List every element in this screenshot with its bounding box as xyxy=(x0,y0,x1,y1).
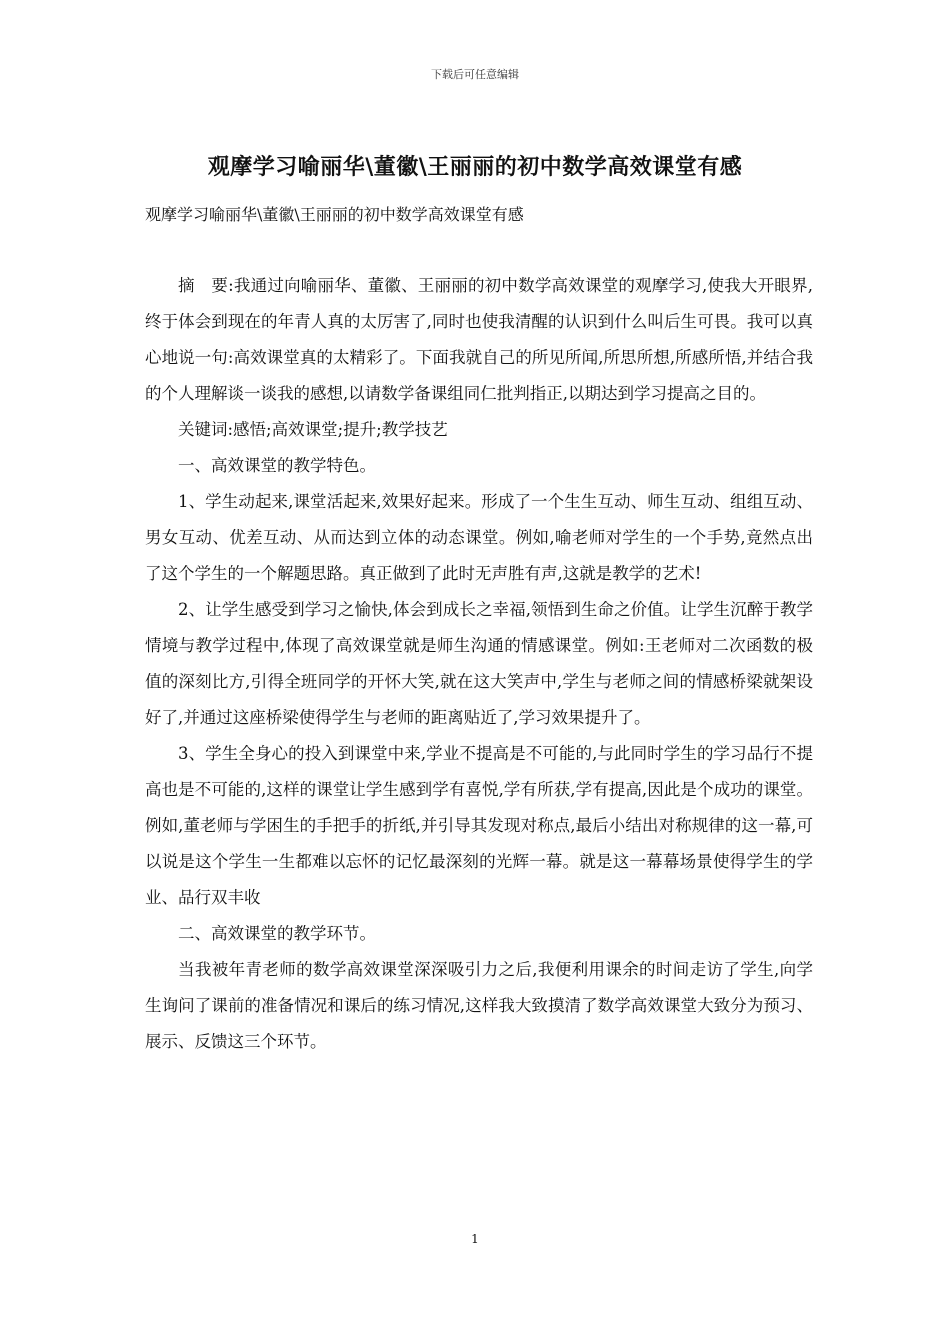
body-paragraph: 1、学生动起来,课堂活起来,效果好起来。形成了一个生生互动、师生互动、组组互动、男女互动、优差互动、从而达到立体的动态课堂。例如,喻老师对学生的一个手势,竟然点出了这个学生的一个解题思路。真正做到了此时无声胜有声,这就是教学的艺术! xyxy=(145,492,813,583)
keywords-paragraph: 关键词:感悟;高效课堂;提升;教学技艺 xyxy=(178,420,448,439)
header-note: 下载后可任意编辑 xyxy=(431,68,519,81)
body-paragraph: 3、学生全身心的投入到课堂中来,学业不提高是不可能的,与此同时学生的学习品行不提高也是不可能的,这样的课堂让学生感到学有喜悦,学有所获,学有提高,因此是个成功的课堂。例如,董老师与学困生的手把手的折纸,并引导其发现对称点,最后小结出对称规律的这一幕,可以说是这个学生一生都难以忘怀的记忆最深刻的光辉一幕。就是这一幕幕场景使得学生的学业、品行双丰收 xyxy=(145,744,813,907)
document-subtitle: 观摩学习喻丽华\董徽\王丽丽的初中数学高效课堂有感 xyxy=(145,205,524,224)
abstract-paragraph: 摘 要:我通过向喻丽华、董徽、王丽丽的初中数学高效课堂的观摩学习,使我大开眼界,终于体会到现在的年青人真的太厉害了,同时也使我清醒的认识到什么叫后生可畏。我可以真心地说一句:高效课堂真的太精彩了。下面我就自己的所见所闻,所思所想,所感所悟,并结合我的个人理解谈一谈我的感想,以请数学备课组同仁批判指正,以期达到学习提高之目的。 xyxy=(145,276,813,403)
page-number: 1 xyxy=(471,1232,479,1246)
document-body xyxy=(145,268,813,1060)
section-heading-2: 二、高效课堂的教学环节。 xyxy=(178,924,376,943)
document-title: 观摩学习喻丽华\董徽\王丽丽的初中数学高效课堂有感 xyxy=(207,154,743,180)
body-paragraph: 当我被年青老师的数学高效课堂深深吸引力之后,我便利用课余的时间走访了学生,向学生询问了课前的准备情况和课后的练习情况,这样我大致摸清了数学高效课堂大致分为预习、展示、反馈这三个环节。 xyxy=(145,960,813,1051)
section-heading-1: 一、高效课堂的教学特色。 xyxy=(178,456,376,475)
body-paragraph: 2、让学生感受到学习之愉快,体会到成长之幸福,领悟到生命之价值。让学生沉醉于教学情境与教学过程中,体现了高效课堂就是师生沟通的情感课堂。例如:王老师对二次函数的极值的深刻比方,引得全班同学的开怀大笑,就在这大笑声中,学生与老师之间的情感桥梁就架设好了,并通过这座桥梁使得学生与老师的距离贴近了,学习效果提升了。 xyxy=(145,600,813,727)
